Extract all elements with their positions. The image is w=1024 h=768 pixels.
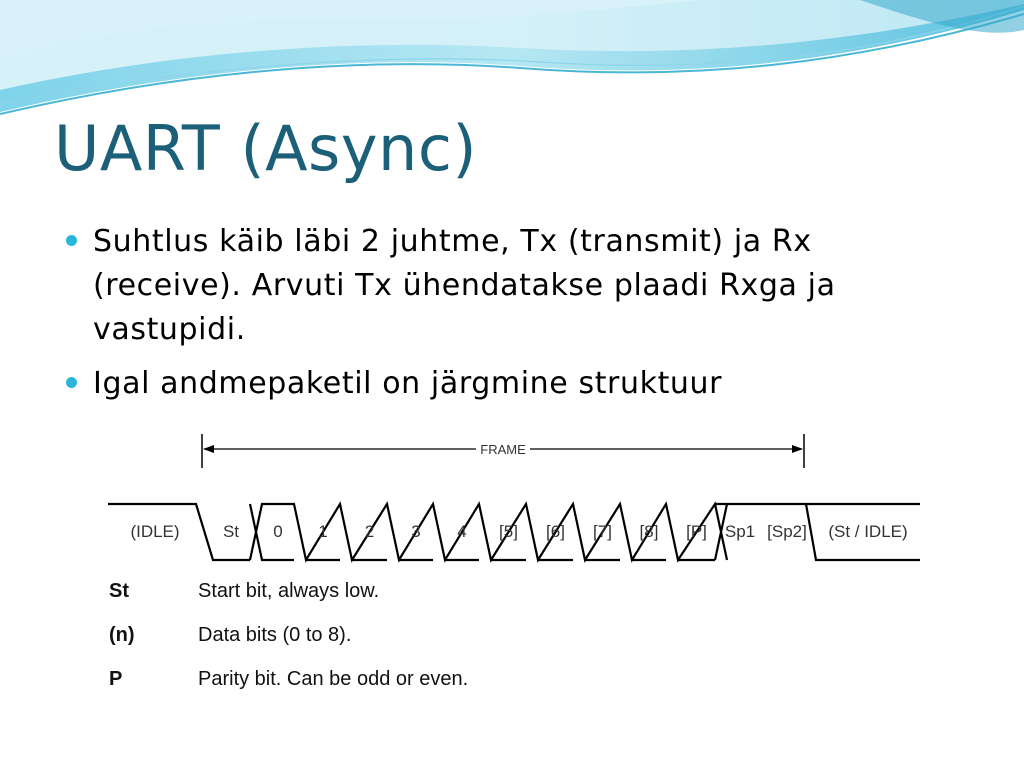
bullet-dot-icon <box>66 377 77 388</box>
slide-title: UART (Async) <box>54 112 478 185</box>
bullet-dot-icon <box>66 235 77 246</box>
frame-cell-label: Sp1 <box>724 522 756 541</box>
legend-symbol: (n) <box>109 624 135 646</box>
bullet-text: Suhtlus käib läbi 2 juhtme, Tx (transmit) ja Rx (receive). Arvuti Tx ühendatakse plaadi Rxga ja vastupidi. <box>93 224 836 347</box>
idle-right-label: (St / IDLE) <box>828 522 908 541</box>
frame-cell-label: [6] <box>546 522 565 541</box>
frame-arrow-left-icon <box>203 445 214 453</box>
idle-left-label: (IDLE) <box>130 522 180 541</box>
frame-cell-label: [P] <box>686 522 707 541</box>
frame-cell-label: 4 <box>457 522 467 541</box>
frame-cell-label: 2 <box>364 522 375 541</box>
legend-description: Start bit, always low. <box>198 580 380 602</box>
frame-cell-label: 3 <box>411 522 421 541</box>
frame-cell-label: 1 <box>318 522 328 541</box>
bullet-text: Igal andmepaketil on järgmine struktuur <box>93 366 723 401</box>
frame-cell-label: St <box>222 522 240 541</box>
frame-cell-label: [5] <box>499 522 518 541</box>
frame-timing-svg <box>100 424 930 574</box>
bullet-item <box>66 220 966 352</box>
frame-label: FRAME <box>480 442 526 457</box>
frame-cell-label: 0 <box>273 522 283 541</box>
frame-cell-label: [7] <box>593 522 612 541</box>
header-wave-decoration <box>0 0 1024 120</box>
legend-description: Data bits (0 to 8). <box>198 624 352 646</box>
bullet-item <box>66 362 966 406</box>
legend-symbol: P <box>109 668 123 690</box>
frame-cell-label: [8] <box>639 522 659 541</box>
frame-cell-label: [Sp2] <box>767 522 807 541</box>
uart-frame-diagram <box>100 424 930 698</box>
frame-arrow-right-icon <box>792 445 803 453</box>
legend-symbol: St <box>109 580 129 602</box>
legend-description: Parity bit. Can be odd or even. <box>198 668 469 690</box>
